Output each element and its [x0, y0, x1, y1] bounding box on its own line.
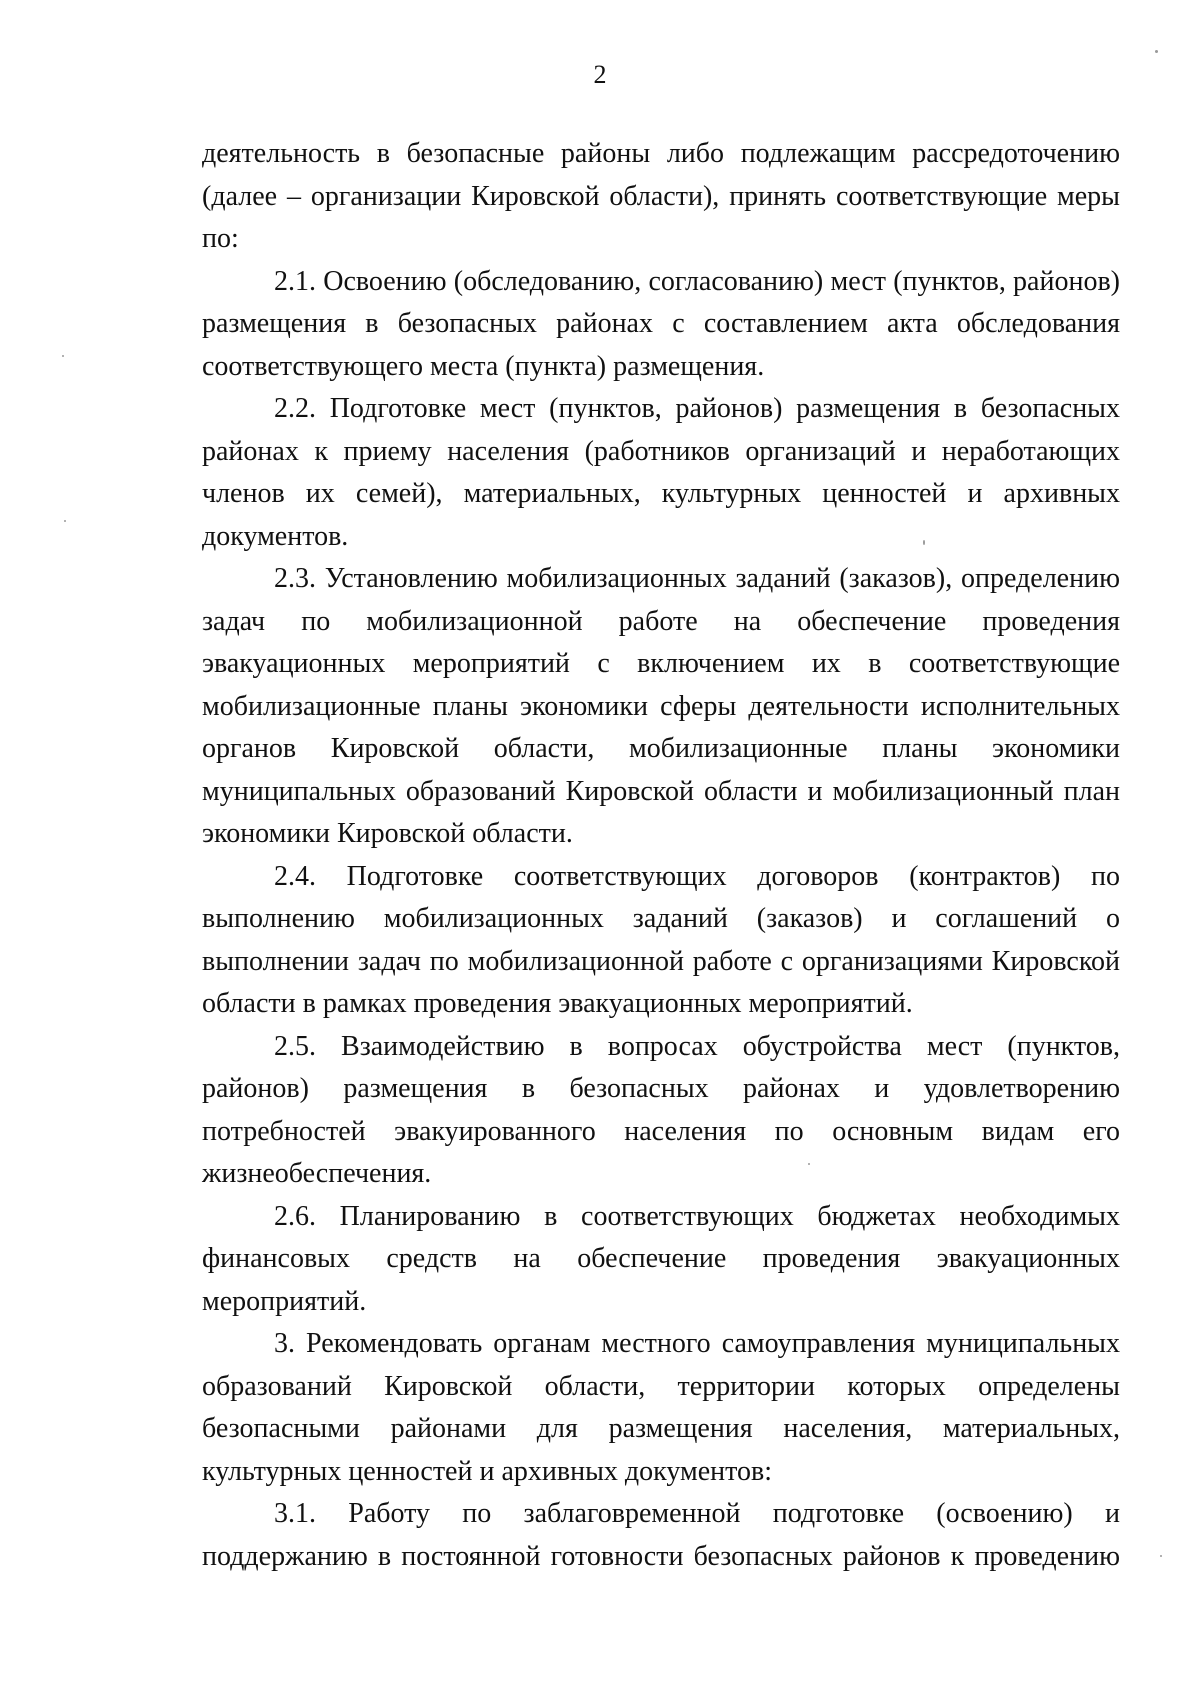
scan-speck [64, 520, 66, 522]
paragraph-3: 3. Рекомендовать органам местного самоуправления муниципальных образований Кировской области, территории которых определены безопасными районами для размещения населения, материальных, культурных ценностей и архивных документов: [202, 1328, 1120, 1487]
paragraph-2-6: 2.6. Планированию в соответствующих бюджетах необходимых финансовых средств на обеспечение проведения эвакуационных мероприятий. [202, 1200, 1120, 1317]
scan-speck [1155, 50, 1158, 53]
paragraph-continuation: деятельность в безопасные районы либо подлежащим рассредоточению (далее – организации Кировской области), принять соответствующие меры по: [202, 138, 1120, 254]
scan-speck [1160, 1555, 1162, 1557]
page-number: 2 [593, 60, 607, 89]
paragraph-2-5: 2.5. Взаимодействию в вопросах обустройства мест (пунктов, районов) размещения в безопасных районах и удовлетворению потребностей эвакуированного населения по основным видам его жизнеобеспечения. [202, 1030, 1120, 1189]
paragraph-2-1: 2.1. Освоению (обследованию, согласованию) мест (пунктов, районов) размещения в безопасных районах с составлением акта обследования соответствующего места (пункта) размещения. [202, 265, 1120, 382]
scan-speck [808, 1163, 810, 1165]
scan-speck [62, 355, 64, 357]
paragraph-2-3: 2.3. Установлению мобилизационных заданий (заказов), определению задач по мобилизационной работе на обеспечение проведения эвакуационных мероприятий с включением их в соответствующие мобилизационные планы экономики сферы деятельности исполнительных органов Кировской области, мобилизационные планы экономики муниципальных образований Кировской области и мобилизационный план экономики Кировской области. [202, 563, 1120, 849]
scan-speck [923, 540, 925, 545]
document-body [202, 133, 1120, 1578]
paragraph-2-4: 2.4. Подготовке соответствующих договоров (контрактов) по выполнению мобилизационных заданий (заказов) и соглашений о выполнении задач по мобилизационной работе с организациями Кировской области в рамках проведения эвакуационных мероприятий. [202, 860, 1120, 1019]
paragraph-2-2: 2.2. Подготовке мест (пунктов, районов) размещения в безопасных районах к приему населения (работников организаций и неработающих членов их семей), материальных, культурных ценностей и архивных документов. [202, 393, 1120, 552]
paragraph-3-1: 3.1. Работу по заблаговременной подготовке (освоению) и поддержанию в постоянной готовности безопасных районов к проведению [202, 1498, 1120, 1572]
